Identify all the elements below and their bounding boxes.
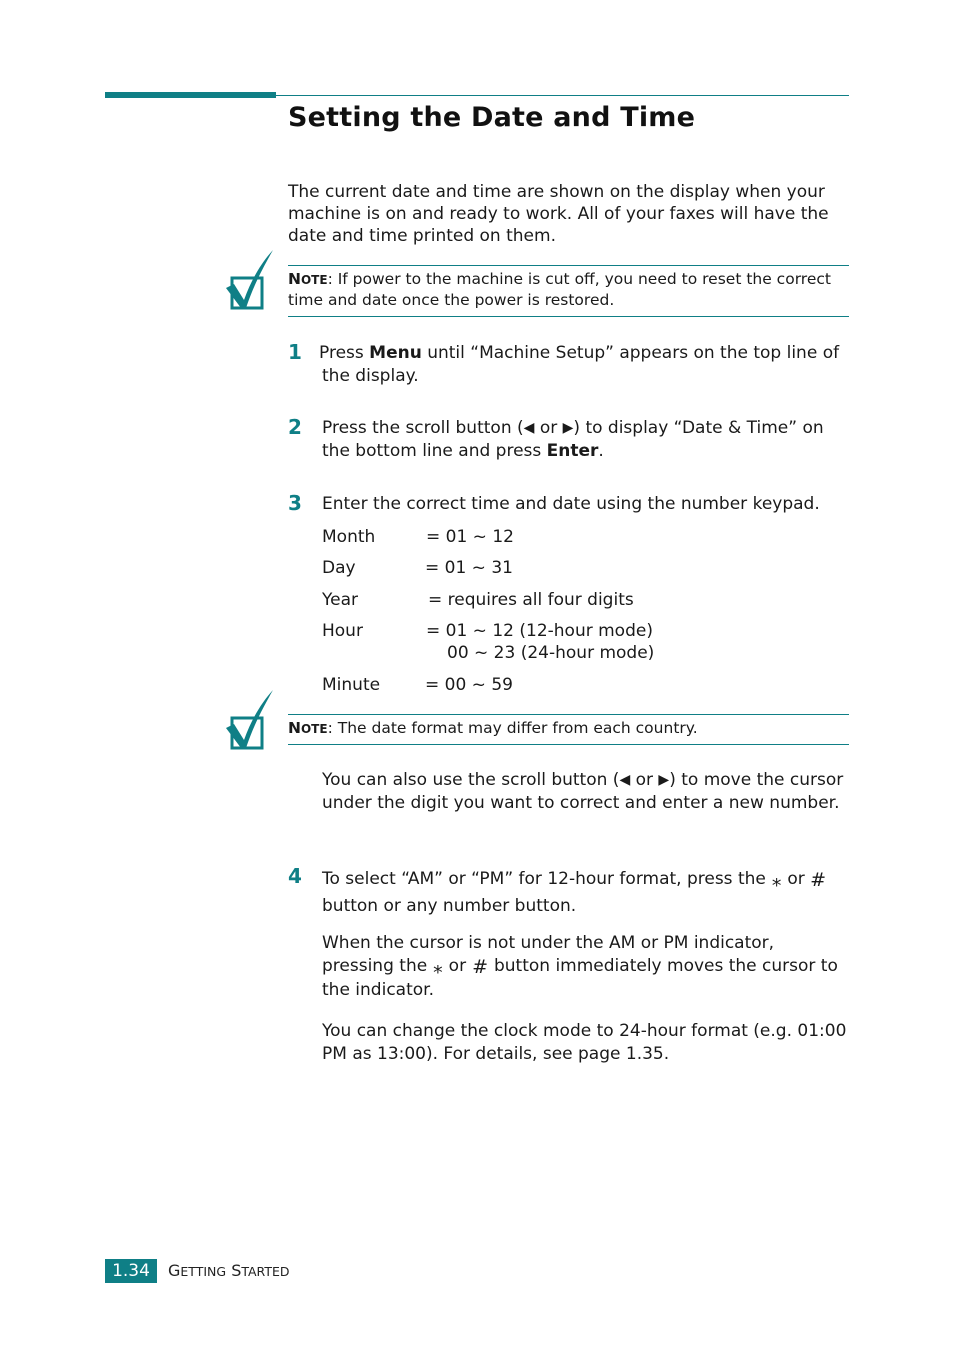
note-label: NOTE xyxy=(288,719,328,737)
range-label-month: Month xyxy=(322,527,376,547)
note-date-format xyxy=(288,714,849,745)
range-label-day: Day xyxy=(322,558,356,578)
range-value-hour-12: = 01 ~ 12 (12-hour mode) xyxy=(426,621,653,641)
section-title: GETTING STARTED xyxy=(168,1261,290,1280)
note-label: NOTE xyxy=(288,270,328,288)
page-number: 1.34 xyxy=(105,1259,157,1283)
range-value-hour-24: 00 ~ 23 (24-hour mode) xyxy=(447,643,655,663)
step-text-3: Enter the correct time and date using the number keypad. xyxy=(322,494,820,514)
scroll-button-paragraph: You can also use the scroll button (◀ or ▶) to move the cursor under the digit you want to correct and enter a new number. xyxy=(322,770,844,813)
page-title: Setting the Date and Time xyxy=(288,102,696,133)
note-text: : The date format may differ from each country. xyxy=(327,719,698,737)
note-text: : If power to the machine is cut off, you need to reset the correct time and date once the power is restored. xyxy=(288,270,831,309)
range-value-day: = 01 ~ 31 xyxy=(425,558,513,578)
step-number-3: 3 xyxy=(288,491,302,515)
note-checkmark-icon xyxy=(224,248,274,312)
range-value-month: = 01 ~ 12 xyxy=(426,527,514,547)
step-number-1: 1 xyxy=(288,340,302,364)
step-number-2: 2 xyxy=(288,415,302,439)
hash-key-icon: # xyxy=(472,956,488,978)
clock-mode-paragraph: You can change the clock mode to 24-hour format (e.g. 01:00 PM as 13:00). For details, see page 1.35. xyxy=(322,1021,847,1064)
intro-paragraph: The current date and time are shown on the display when your machine is on and ready to work. All of your faxes will have the date and time printed on them. xyxy=(288,182,829,246)
note-checkmark-icon xyxy=(224,688,274,752)
range-label-hour: Hour xyxy=(322,621,363,641)
range-label-year: Year xyxy=(322,590,358,610)
step-number-4: 4 xyxy=(288,864,302,888)
note-power-reset xyxy=(288,265,849,317)
left-arrow-icon: ◀ xyxy=(619,772,631,788)
step-text-4: To select “AM” or “PM” for 12-hour format, press the ⁎ or #button or any number button. xyxy=(322,866,850,919)
right-arrow-icon: ▶ xyxy=(658,772,670,788)
star-key-icon: ⁎ xyxy=(433,956,443,978)
header-rule-thick xyxy=(105,92,276,98)
cursor-paragraph: When the cursor is not under the AM or PM indicator, pressing the ⁎ or # button immediately moves the cursor to the indicator. xyxy=(322,933,838,1000)
hash-key-icon: # xyxy=(810,869,827,891)
right-arrow-icon: ▶ xyxy=(562,420,574,436)
left-arrow-icon: ◀ xyxy=(523,420,535,436)
star-key-icon: ⁎ xyxy=(771,869,782,891)
range-value-minute: = 00 ~ 59 xyxy=(425,675,513,695)
step-text-1: Press Menu until “Machine Setup” appears on the top line of the display. xyxy=(319,343,840,386)
header-rule-thin xyxy=(276,95,849,96)
range-value-year: = requires all four digits xyxy=(428,590,634,610)
step-text-2: Press the scroll button (◀ or ▶) to display “Date & Time” on the bottom line and press Enter. xyxy=(322,418,824,461)
range-label-minute: Minute xyxy=(322,675,381,695)
